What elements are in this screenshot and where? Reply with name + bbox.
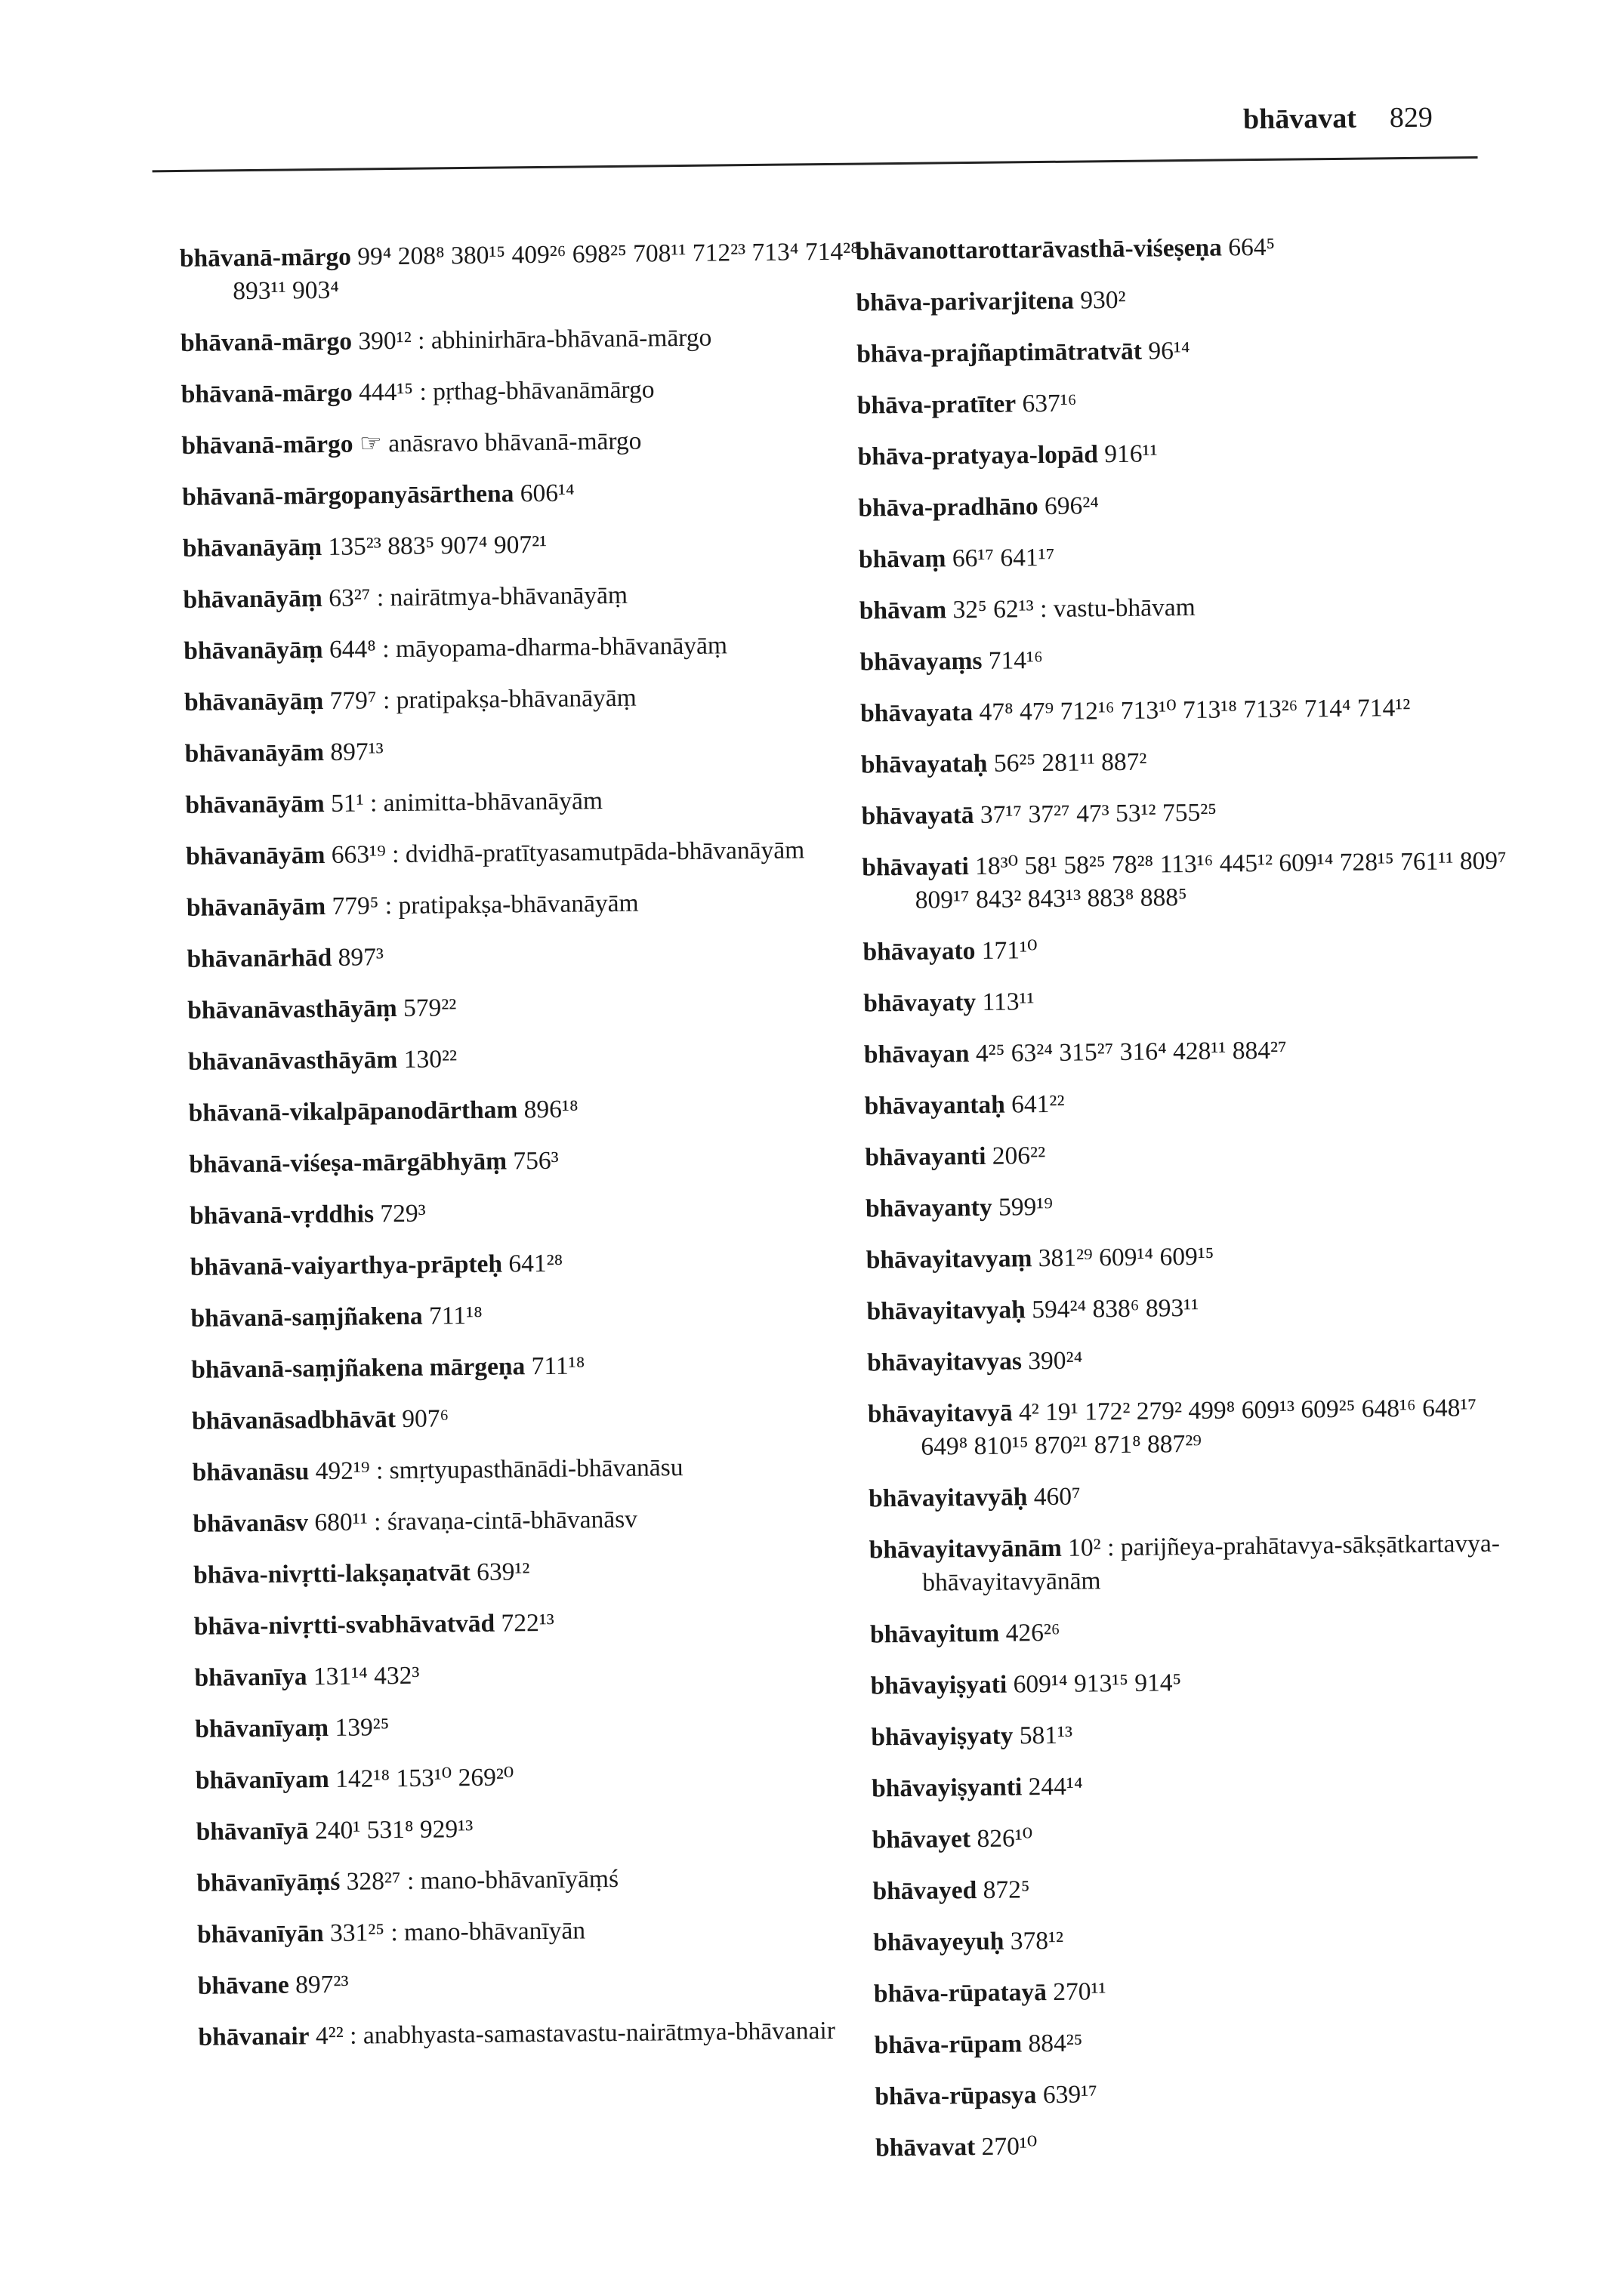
entry-references: 56²⁵ 281¹¹ 887² bbox=[993, 747, 1147, 778]
entry-cross-reference: : dvidhā-pratītyasamutpāda-bhāvanāyām bbox=[391, 836, 805, 869]
index-entry bbox=[187, 884, 874, 925]
index-entry bbox=[180, 235, 868, 309]
entry-cross-reference: : parijñeya-prahātavya-sākṣātkartavya-bhāvayitavyānām bbox=[922, 1529, 1501, 1597]
entry-references: 581¹³ bbox=[1019, 1721, 1073, 1750]
entry-headword: bhāvanīyān bbox=[196, 1919, 324, 1949]
entry-references: 240¹ 531⁸ 929¹³ bbox=[314, 1815, 474, 1845]
entry-cross-reference: : vastu-bhāvam bbox=[1039, 593, 1196, 624]
entry-headword: bhāvayitavyaḥ bbox=[866, 1296, 1026, 1326]
entry-headword: bhāvanīyāṃś bbox=[196, 1867, 341, 1897]
index-entry bbox=[188, 1089, 875, 1130]
header-headword: bhāvavat bbox=[1242, 102, 1357, 136]
entry-headword: bhāvanā-vaiyarthya-prāpteḥ bbox=[190, 1250, 503, 1281]
index-entry bbox=[864, 1032, 1514, 1072]
index-entry bbox=[184, 627, 871, 668]
index-entry bbox=[875, 2073, 1524, 2113]
entry-cross-reference: : animitta-bhāvanāyām bbox=[369, 787, 603, 818]
entry-references: 460⁷ bbox=[1033, 1482, 1081, 1512]
entry-references: 492¹⁹ bbox=[315, 1456, 370, 1486]
entry-references: 96¹⁴ bbox=[1148, 336, 1190, 365]
entry-references: 426²⁶ bbox=[1005, 1618, 1060, 1647]
index-entry bbox=[864, 1083, 1514, 1123]
entry-references: 390¹² bbox=[358, 326, 412, 356]
entry-references: 907⁶ bbox=[402, 1404, 449, 1433]
index-entry bbox=[867, 1340, 1517, 1380]
entry-references: 206²² bbox=[992, 1142, 1046, 1170]
index-entry bbox=[194, 1603, 881, 1644]
entry-headword: bhāvanīyā bbox=[196, 1817, 309, 1846]
entry-headword: bhāvayitavyaṃ bbox=[866, 1244, 1032, 1274]
entry-headword: bhāvayeyuḥ bbox=[873, 1927, 1004, 1957]
entry-references: 696²⁴ bbox=[1044, 492, 1100, 520]
index-entry bbox=[857, 434, 1507, 474]
entry-headword: bhāvayitavyas bbox=[867, 1347, 1023, 1377]
entry-headword: bhāvanāvasthāyāṃ bbox=[187, 994, 397, 1025]
index-entry bbox=[862, 929, 1512, 969]
entry-cross-reference: : mano-bhāvanīyān bbox=[390, 1916, 586, 1947]
index-entry bbox=[184, 679, 872, 720]
entry-headword: bhāva-rūpam bbox=[874, 2029, 1023, 2060]
entry-references: 390²⁴ bbox=[1028, 1346, 1083, 1376]
entry-headword: bhāvayato bbox=[862, 936, 976, 966]
entry-references: 444¹⁵ bbox=[358, 378, 414, 407]
index-entry bbox=[198, 2014, 885, 2054]
entry-headword: bhāvanāvasthāyām bbox=[187, 1046, 398, 1076]
index-entry bbox=[181, 371, 868, 411]
index-entry bbox=[195, 1706, 882, 1746]
entry-references: 381²⁹ 609¹⁴ 609¹⁵ bbox=[1038, 1242, 1214, 1273]
index-entry bbox=[191, 1346, 878, 1387]
entry-references: 4²² bbox=[315, 2021, 344, 2051]
entry-headword: bhāva-pratīter bbox=[856, 390, 1017, 420]
entry-references: 18³⁰ 58¹ 58²⁵ 78²⁸ 113¹⁶ 445¹² 609¹⁴ 728¹⁵ 761¹¹ 809⁷ 809¹⁷ 843² 843¹³ 883⁸ 888⁵ bbox=[915, 846, 1507, 914]
entry-references: 331²⁵ bbox=[329, 1918, 385, 1947]
index-entry bbox=[869, 1527, 1520, 1600]
entry-references: 680¹¹ bbox=[314, 1508, 368, 1537]
index-entry bbox=[183, 525, 870, 566]
header-rule bbox=[153, 156, 1478, 172]
entry-headword: bhāvanottarottarāvasthā-viśeṣeṇa bbox=[855, 233, 1223, 266]
entry-headword: bhāvayiṣyaty bbox=[871, 1721, 1014, 1752]
index-entry bbox=[185, 781, 872, 822]
index-entry bbox=[194, 1654, 881, 1695]
index-entry bbox=[186, 833, 873, 874]
entry-references: 51¹ bbox=[330, 789, 364, 818]
entry-headword: bhāvanā-vṛddhis bbox=[189, 1200, 375, 1230]
entry-headword: bhāva-rūpasya bbox=[875, 2081, 1037, 2111]
entry-references: 897³ bbox=[338, 943, 384, 972]
entry-references: 896¹⁸ bbox=[523, 1095, 579, 1124]
entry-cross-reference: : anabhyasta-samastavastu-nairātmya-bhāvanair bbox=[349, 2017, 836, 2050]
entry-headword: bhāvanārhād bbox=[187, 943, 332, 973]
index-entry bbox=[866, 1186, 1515, 1226]
index-entry bbox=[869, 1475, 1518, 1515]
index-entry bbox=[859, 537, 1508, 577]
entry-headword: bhāvane bbox=[197, 1971, 289, 2000]
index-entry bbox=[189, 1141, 876, 1182]
index-entry bbox=[190, 1192, 877, 1233]
index-entry bbox=[862, 845, 1512, 918]
entry-references: 99⁴ 208⁸ 380¹⁵ 409²⁶ 698²⁵ 708¹¹ 712²³ 713⁴ 714²⁸ 893¹¹ 903⁴ bbox=[233, 237, 860, 306]
index-entry bbox=[874, 2022, 1523, 2062]
right-column bbox=[856, 229, 1526, 2184]
entry-references: 779⁷ bbox=[329, 686, 377, 715]
index-entry bbox=[181, 422, 869, 463]
entry-references: 606¹⁴ bbox=[520, 479, 575, 508]
left-column bbox=[180, 235, 886, 2072]
entry-references: 66¹⁷ 641¹⁷ bbox=[952, 543, 1055, 573]
index-entry bbox=[866, 1289, 1516, 1329]
entry-references: 378¹² bbox=[1010, 1926, 1064, 1955]
entry-cross-reference: : māyopama-dharma-bhāvanāyāṃ bbox=[382, 631, 728, 664]
entry-headword: bhāvayitavyā bbox=[867, 1398, 1013, 1428]
entry-headword: bhāvanā-mārgo bbox=[181, 430, 353, 460]
entry-headword: bhāva-nivṛtti-lakṣaṇatvāt bbox=[193, 1558, 471, 1589]
entry-cross-reference: : pratipakṣa-bhāvanāyām bbox=[384, 889, 639, 920]
index-entry bbox=[190, 1295, 878, 1336]
entry-headword: bhāvavat bbox=[875, 2133, 976, 2162]
index-entry bbox=[868, 1391, 1518, 1465]
index-entry bbox=[190, 1244, 878, 1284]
entry-cross-reference: anāsravo bhāvanā-mārgo bbox=[388, 427, 642, 458]
entry-references: 664⁵ bbox=[1228, 233, 1276, 262]
entry-references: 139²⁵ bbox=[335, 1713, 390, 1742]
index-entry bbox=[192, 1449, 879, 1490]
entry-headword: bhāvaṃ bbox=[858, 544, 946, 574]
entry-references: 4² 19¹ 172² 279² 499⁸ 609¹³ 609²⁵ 648¹⁶ 648¹⁷ 649⁸ 810¹⁵ 870²¹ 871⁸ 887²⁹ bbox=[921, 1394, 1477, 1461]
index-entry bbox=[875, 2125, 1525, 2165]
entry-headword: bhāvayitum bbox=[869, 1619, 1000, 1649]
entry-references: 641²² bbox=[1011, 1089, 1065, 1119]
index-entry bbox=[181, 319, 868, 360]
entry-references: 579²² bbox=[403, 994, 457, 1022]
entry-references: 599¹⁹ bbox=[998, 1192, 1054, 1222]
entry-headword: bhāva-parivarjitena bbox=[856, 286, 1075, 317]
index-entry bbox=[187, 987, 875, 1028]
index-entry bbox=[188, 1038, 875, 1079]
entry-references: 63²⁷ bbox=[329, 584, 371, 612]
index-entry bbox=[872, 1868, 1522, 1908]
entry-headword: bhāvanā-mārgo bbox=[179, 242, 352, 273]
entry-references: 714¹⁶ bbox=[988, 646, 1043, 675]
entry-headword: bhāvanāyāṃ bbox=[183, 584, 323, 614]
index-entry bbox=[858, 485, 1507, 525]
entry-cross-reference: : abhinirhāra-bhāvanā-mārgo bbox=[417, 323, 712, 355]
entry-headword: bhāvayaṃs bbox=[859, 646, 983, 676]
index-entry bbox=[861, 794, 1510, 834]
entry-references: 37¹⁷ 37²⁷ 47³ 53¹² 755²⁵ bbox=[980, 798, 1217, 829]
entry-references: 270¹⁰ bbox=[981, 2132, 1038, 2161]
entry-headword: bhāvayitavyāḥ bbox=[868, 1483, 1028, 1513]
index-entry bbox=[865, 1135, 1514, 1175]
index-entry bbox=[197, 1911, 884, 1952]
entry-headword: bhāvayan bbox=[863, 1040, 970, 1069]
entry-references: 171¹⁰ bbox=[981, 936, 1038, 965]
entry-headword: bhāvanā-saṃjñakena bbox=[190, 1302, 423, 1333]
entry-headword: bhāvayitavyānām bbox=[869, 1533, 1062, 1564]
entry-headword: bhāvayataḥ bbox=[860, 749, 988, 779]
entry-references: 884²⁵ bbox=[1028, 2029, 1083, 2058]
entry-headword: bhāvanīyam bbox=[195, 1765, 329, 1795]
index-entry bbox=[856, 280, 1505, 320]
entry-headword: bhāvanāyām bbox=[185, 789, 325, 819]
index-entry bbox=[872, 1817, 1522, 1857]
entry-headword: bhāvayet bbox=[872, 1825, 971, 1854]
index-entry bbox=[873, 1919, 1523, 1959]
entry-references: 135²³ 883⁵ 907⁴ 907²¹ bbox=[328, 530, 548, 561]
entry-headword: bhāva-nivṛtti-svabhāvatvād bbox=[193, 1609, 495, 1641]
entry-headword: bhāvanā-saṃjñakena mārgeṇa bbox=[191, 1352, 526, 1384]
entry-headword: bhāvanīya bbox=[194, 1663, 307, 1692]
index-entry bbox=[866, 1237, 1516, 1277]
entry-headword: bhāvayed bbox=[872, 1876, 977, 1906]
entry-references: 826¹⁰ bbox=[977, 1824, 1033, 1854]
entry-headword: bhāvayiṣyanti bbox=[871, 1773, 1023, 1803]
entry-references: 637¹⁶ bbox=[1022, 389, 1077, 418]
entry-headword: bhāvanā-mārgo bbox=[181, 378, 353, 408]
entry-headword: bhāvanā-viśeṣa-mārgābhyāṃ bbox=[189, 1147, 508, 1179]
pointer-icon: ☞ bbox=[359, 430, 383, 458]
entry-headword: bhāvayaty bbox=[863, 988, 977, 1018]
index-entry bbox=[193, 1500, 880, 1541]
entry-headword: bhāvanāsv bbox=[193, 1509, 309, 1538]
entry-references: 897²³ bbox=[295, 1970, 349, 1999]
entry-headword: bhāva-pratyaya-lopād bbox=[857, 440, 1099, 471]
entry-references: 32⁵ 62¹³ bbox=[952, 595, 1034, 624]
entry-cross-reference: : mano-bhāvanīyāṃś bbox=[406, 1864, 619, 1895]
entry-headword: bhāvanā-mārgopanyāsārthena bbox=[181, 479, 514, 511]
entry-headword: bhāvanāyām bbox=[185, 840, 326, 871]
entry-references: 10² bbox=[1067, 1533, 1101, 1562]
entry-references: 663¹⁹ bbox=[331, 840, 386, 869]
entry-headword: bhāva-pradhāno bbox=[858, 492, 1038, 522]
entry-headword: bhāvanāsadbhāvāt bbox=[191, 1405, 397, 1435]
entry-headword: bhāvayantaḥ bbox=[864, 1090, 1006, 1120]
entry-headword: bhāvayati bbox=[862, 852, 969, 882]
entry-references: 142¹⁸ 153¹⁰ 269²⁰ bbox=[335, 1763, 514, 1793]
index-entry bbox=[182, 473, 869, 514]
entry-references: 930² bbox=[1080, 285, 1126, 315]
entry-headword: bhāva-rūpatayā bbox=[873, 1978, 1048, 2008]
entry-references: 711¹⁸ bbox=[428, 1301, 483, 1330]
entry-references: 897¹³ bbox=[330, 738, 384, 766]
entry-references: 4²⁵ 63²⁴ 315²⁷ 316⁴ 428¹¹ 884²⁷ bbox=[975, 1036, 1287, 1068]
entry-cross-reference: : pratipakṣa-bhāvanāyāṃ bbox=[382, 683, 637, 715]
entry-cross-reference: : śravaṇa-cintā-bhāvanāsv bbox=[373, 1505, 638, 1536]
entry-references: 779⁵ bbox=[332, 892, 379, 920]
entry-references: 47⁸ 47⁹ 712¹⁶ 713¹⁰ 713¹⁸ 713²⁶ 714⁴ 714¹² bbox=[979, 693, 1411, 726]
entry-references: 609¹⁴ 913¹⁵ 914⁵ bbox=[1013, 1669, 1182, 1699]
entry-references: 131¹⁴ 432³ bbox=[313, 1661, 420, 1691]
index-entry bbox=[874, 1971, 1523, 2011]
entry-headword: bhāvam bbox=[859, 596, 947, 625]
index-entry bbox=[183, 576, 870, 617]
entry-cross-reference: : pṛthag-bhāvanāmārgo bbox=[419, 375, 655, 406]
index-entry bbox=[859, 639, 1509, 680]
entry-references: 328²⁷ bbox=[346, 1867, 401, 1896]
entry-headword: bhāvanā-mārgo bbox=[180, 327, 353, 357]
index-entry bbox=[872, 1765, 1521, 1805]
entry-references: 722¹³ bbox=[501, 1608, 555, 1638]
entry-cross-reference: : smṛtyupasthānādi-bhāvanāsu bbox=[375, 1453, 683, 1485]
entry-references: 756³ bbox=[513, 1146, 559, 1176]
entry-references: 729³ bbox=[380, 1199, 426, 1228]
entry-references: 711¹⁸ bbox=[531, 1351, 585, 1381]
entry-references: 113¹¹ bbox=[982, 988, 1035, 1016]
entry-headword: bhāvanāyāṃ bbox=[182, 533, 322, 562]
entry-headword: bhāva-prajñaptimātratvāt bbox=[856, 337, 1143, 368]
page-number: 829 bbox=[1389, 101, 1433, 134]
entry-references: 641²⁸ bbox=[508, 1249, 563, 1278]
index-entry bbox=[184, 730, 872, 771]
entry-headword: bhāvayanty bbox=[865, 1193, 992, 1223]
index-entry bbox=[196, 1860, 884, 1900]
index-entry bbox=[192, 1398, 879, 1438]
index-entry bbox=[856, 229, 1505, 269]
entry-headword: bhāvanāsu bbox=[192, 1457, 310, 1487]
entry-headword: bhāvanāyāṃ bbox=[184, 636, 323, 665]
entry-headword: bhāvanāyāṃ bbox=[184, 687, 324, 717]
entry-headword: bhāvanāyām bbox=[186, 892, 326, 922]
entry-references: 644⁸ bbox=[329, 635, 377, 664]
entry-headword: bhāvayata bbox=[859, 698, 974, 728]
index-entry bbox=[857, 383, 1507, 423]
entry-references: 872⁵ bbox=[983, 1875, 1030, 1904]
index-entry bbox=[870, 1611, 1520, 1651]
entry-references: 639¹⁷ bbox=[1042, 2080, 1098, 2110]
index-entry bbox=[861, 742, 1510, 782]
running-header bbox=[1243, 101, 1433, 137]
index-entry bbox=[863, 981, 1513, 1021]
entry-headword: bhāvayiṣyati bbox=[870, 1670, 1007, 1700]
entry-headword: bhāvayatā bbox=[861, 800, 974, 831]
entry-headword: bhāvanā-vikalpāpanodārtham bbox=[188, 1096, 518, 1127]
entry-references: 594²⁴ 838⁶ 893¹¹ bbox=[1032, 1293, 1199, 1324]
entry-references: 270¹¹ bbox=[1053, 1977, 1106, 2006]
index-entry bbox=[860, 691, 1510, 731]
entry-references: 639¹² bbox=[476, 1558, 530, 1586]
entry-headword: bhāvanīyaṃ bbox=[195, 1714, 329, 1743]
index-entry bbox=[196, 1757, 883, 1798]
entry-references: 130²² bbox=[403, 1045, 458, 1074]
index-entry bbox=[196, 1808, 883, 1849]
index-entry bbox=[856, 331, 1506, 371]
index-entry bbox=[859, 588, 1509, 628]
entry-headword: bhāvayanti bbox=[865, 1142, 986, 1172]
entry-references: 916¹¹ bbox=[1104, 439, 1158, 469]
entry-cross-reference: : nairātmya-bhāvanāyāṃ bbox=[376, 581, 628, 612]
entry-headword: bhāvanair bbox=[198, 2022, 310, 2051]
index-entry bbox=[870, 1663, 1520, 1703]
entry-references: 244¹⁴ bbox=[1028, 1772, 1083, 1801]
index-entry bbox=[193, 1552, 881, 1592]
index-entry bbox=[871, 1714, 1520, 1754]
index-entry bbox=[187, 935, 874, 976]
index-entry bbox=[198, 1962, 885, 2003]
entry-headword: bhāvanāyām bbox=[184, 738, 325, 768]
